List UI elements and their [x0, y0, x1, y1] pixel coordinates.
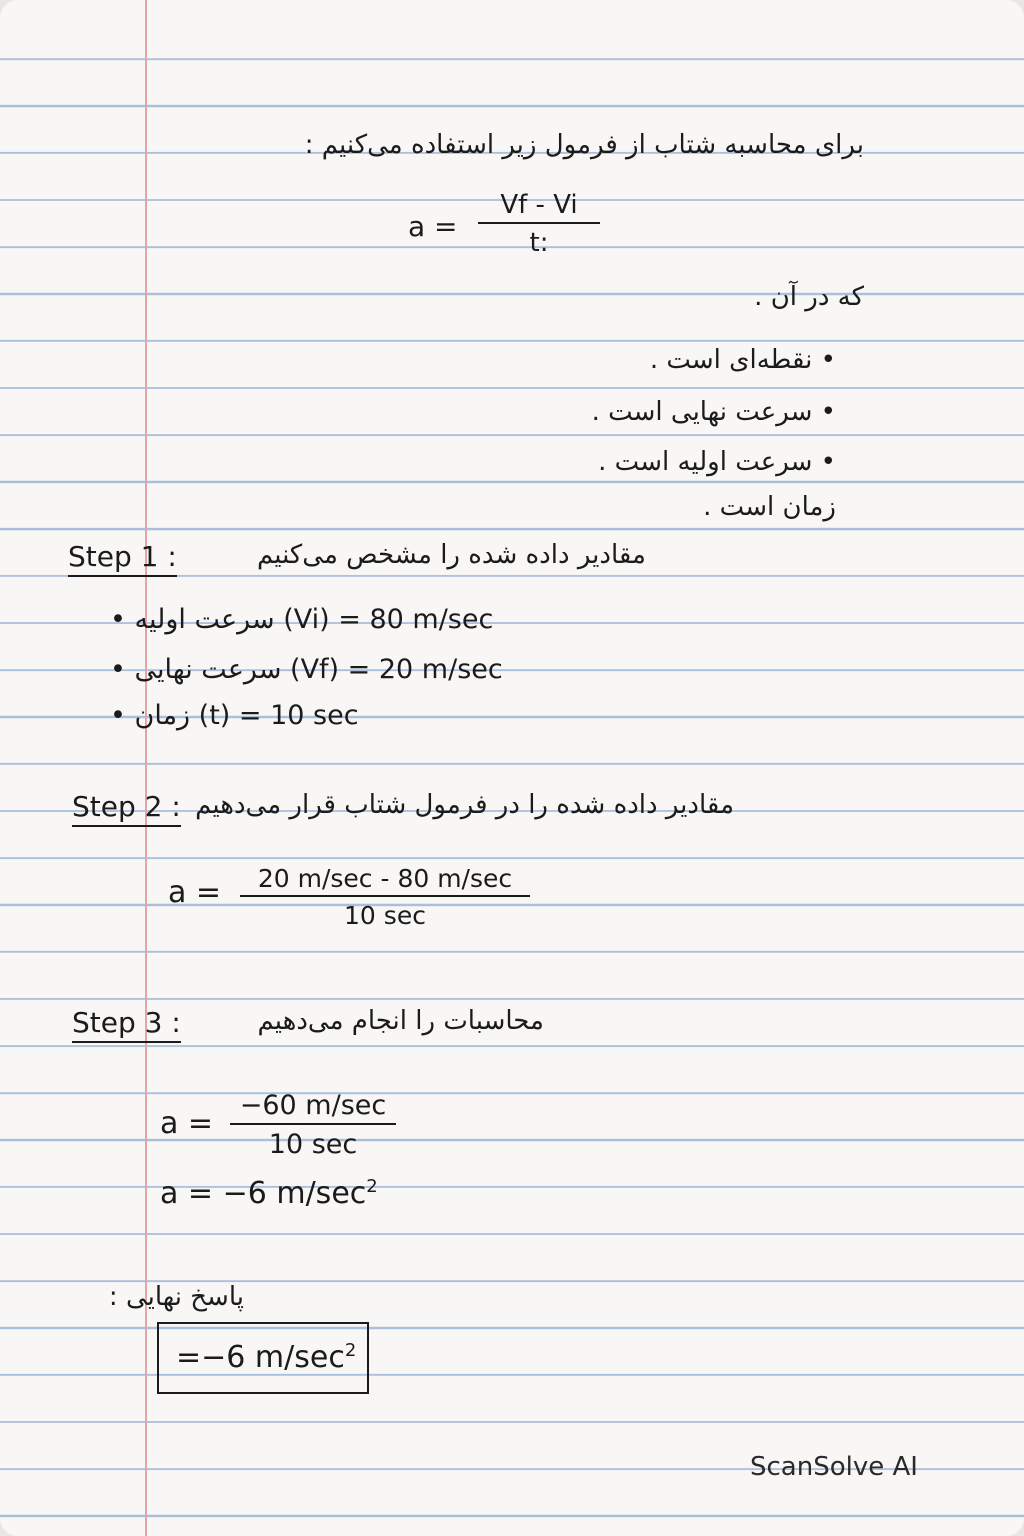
step3-text: محاسبات را انجام می‌دهیم	[257, 1006, 544, 1036]
step3-result-text: a = −6 m/sec	[160, 1176, 367, 1211]
step2-numerator: 20 m/sec - 80 m/sec	[257, 864, 513, 893]
final-answer-exponent: 2	[344, 1340, 357, 1361]
formula-fraction	[478, 190, 600, 258]
step1-item: • سرعت اولیه (Vi) = 80 m/sec	[110, 604, 494, 635]
step3-result	[160, 1176, 378, 1211]
formula-denominator: t:	[529, 228, 549, 258]
step3-lhs: a =	[160, 1106, 214, 1141]
definition-item: • نقطه‌ای است .	[649, 345, 836, 375]
step2-lhs: a =	[168, 875, 222, 910]
step2-fraction	[240, 864, 530, 930]
final-answer-text: =−6 m/sec	[176, 1340, 345, 1375]
step3-label-text: Step 3 :	[72, 1006, 181, 1043]
definition-item: زمان است .	[703, 492, 836, 522]
where-label: که در آن .	[754, 282, 864, 312]
step3-denominator: 10 sec	[268, 1129, 358, 1160]
formula-numerator: Vf - Vi	[500, 190, 578, 220]
step3-label	[72, 1006, 181, 1039]
step1-label	[68, 540, 177, 573]
step3-fraction	[230, 1090, 396, 1160]
formula-lhs: a =	[408, 210, 458, 243]
step3-numerator: −60 m/sec	[239, 1090, 387, 1121]
step1-item: • سرعت نهایی (Vf) = 20 m/sec	[110, 654, 503, 685]
final-label: پاسخ نهایی :	[108, 1282, 244, 1312]
step2-denominator: 10 sec	[344, 901, 426, 930]
step1-label-text: Step 1 :	[68, 540, 177, 577]
step3-result-exponent: 2	[366, 1176, 378, 1197]
step2-text: مقادیر داده شده را در فرمول شتاب قرار می‌دهیم	[195, 790, 734, 820]
step1-item: • زمان (t) = 10 sec	[110, 700, 359, 731]
step2-label-text: Step 2 :	[72, 790, 181, 827]
fraction-bar	[240, 895, 530, 897]
final-answer	[176, 1340, 356, 1375]
definition-item: • سرعت نهایی است .	[591, 397, 836, 427]
definition-item: • سرعت اولیه است .	[598, 447, 836, 477]
intro-text: برای محاسبه شتاب از فرمول زیر استفاده می‌کنیم :	[304, 130, 864, 160]
fraction-bar	[230, 1123, 396, 1125]
step2-label	[72, 790, 181, 823]
watermark: ScanSolve AI	[750, 1452, 918, 1482]
step1-text: مقادیر داده شده را مشخص می‌کنیم	[256, 540, 646, 570]
fraction-bar	[478, 222, 600, 224]
